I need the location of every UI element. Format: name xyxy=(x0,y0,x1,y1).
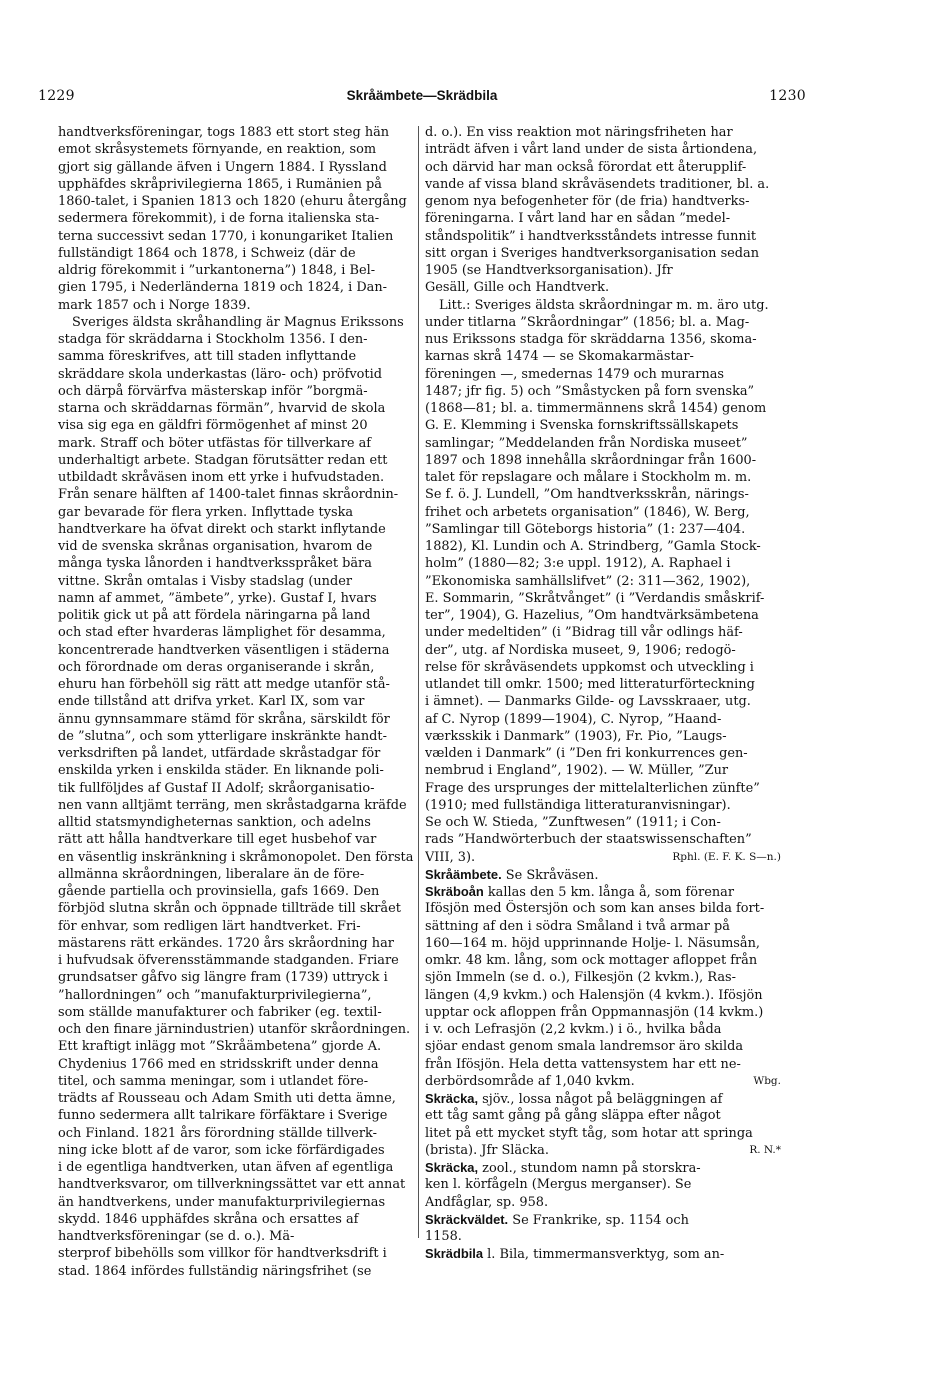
line-text: nembrud i England”, 1902). — W. Müller, ”Zur xyxy=(425,763,729,779)
text-line xyxy=(58,521,414,538)
text-line xyxy=(58,676,414,693)
text-line xyxy=(58,866,414,883)
text-line xyxy=(425,1056,781,1073)
text-line xyxy=(425,400,781,417)
line-text: handtverkare ha öfvat direkt och starkt inflytande xyxy=(58,521,386,537)
text-line xyxy=(425,1159,781,1176)
text-line xyxy=(58,452,414,469)
text-line xyxy=(58,469,414,486)
line-text: trädts af Rousseau och Adam Smith uti detta ämne, xyxy=(58,1091,396,1106)
line-text: Ifösjön med Östersjön och som kan anses bilda fort- xyxy=(425,901,765,917)
page-number-left: 1229 xyxy=(38,88,75,104)
author-signature: R. N.* xyxy=(749,1143,781,1156)
line-text: under medeltiden” (i ”Bidrag till vår odlings häf- xyxy=(425,625,743,641)
line-text: fullständigt 1864 och 1878, i Schweiz (där de xyxy=(58,245,356,261)
text-line xyxy=(58,1142,414,1159)
line-text: stadga för skräddarna i Stockholm 1356. I den- xyxy=(58,332,368,347)
text-line xyxy=(425,486,781,503)
line-text: sjöar endast genom smala landremsor äro skilda xyxy=(425,1039,744,1055)
text-line xyxy=(425,831,781,848)
line-text: i hufvudsak öfverensstämmande stadganden. Friare xyxy=(58,953,399,968)
line-text: under titlarna ”Skråordningar” (1856; bl. a. Mag- xyxy=(425,314,750,330)
line-text: handtverksvaror, om tillverkningssättet var ett annat xyxy=(58,1177,406,1193)
line-text: än handtverkens, under manufakturprivilegiernas xyxy=(58,1194,386,1210)
text-line xyxy=(425,1142,781,1159)
line-text: ende tillstånd att drifva yrket. Karl IX, som var xyxy=(58,694,365,710)
text-line xyxy=(425,1107,781,1124)
line-text: Frage des ursprunges der mittelalterlichen zünfte” xyxy=(425,780,760,796)
text-line xyxy=(425,780,781,797)
line-text: sitt organ i Sveriges handtverksorganisation sedan xyxy=(425,245,760,261)
line-text: karnas skrå 1474 — se Skomakarmästar- xyxy=(425,349,694,365)
text-line xyxy=(425,1038,781,1055)
text-line xyxy=(58,1159,414,1176)
text-line xyxy=(425,1211,781,1228)
line-text: Se Frankrike, sp. 1154 och xyxy=(512,1212,689,1228)
text-line xyxy=(58,245,414,262)
text-line xyxy=(425,348,781,365)
line-text: derbördsområde af 1,040 kvkm. xyxy=(425,1073,635,1089)
line-text: i v. och Lefrasjön (2,2 kvkm.) i ö., hvilka båda xyxy=(425,1022,722,1037)
author-signature: Rphl. (E. F. K. S—n.) xyxy=(672,850,781,863)
line-text: titel, och samma meningar, som i utlandet före- xyxy=(58,1073,369,1089)
line-text: samma föreskrifves, att till staden inflyttande xyxy=(58,349,357,365)
line-text: 1897 och 1898 innehålla skråordningar från 1600- xyxy=(425,452,757,468)
line-text: d. o.). En viss reaktion mot näringsfriheten har xyxy=(425,125,733,140)
line-text: skräddare skola underkastas (läro- och) pröfvotid xyxy=(58,366,382,382)
text-line xyxy=(425,814,781,831)
text-line xyxy=(58,728,414,745)
line-text: 160—164 m. höjd upprinnande Holje- l. Näsumsån, xyxy=(425,935,761,951)
line-text: holm” (1880—82; 3:e uppl. 1912), A. Raphael i xyxy=(425,556,731,572)
text-line xyxy=(58,831,414,848)
text-line xyxy=(58,1021,414,1038)
line-text: (brista). Jfr Släcka. xyxy=(425,1142,549,1158)
text-line xyxy=(425,624,781,641)
text-line xyxy=(58,1245,414,1262)
line-text: ståndspolitik” i handtverksståndets intresse funnit xyxy=(425,228,757,244)
line-text: terna successivt sedan 1770, i konungariket Italien xyxy=(58,228,394,244)
text-line xyxy=(425,228,781,245)
text-line xyxy=(425,797,781,814)
text-line xyxy=(425,435,781,452)
line-text: 1905 (se Handtverksorganisation). Jfr xyxy=(425,263,673,278)
text-line xyxy=(58,659,414,676)
line-text: kallas den 5 km. långa å, som förenar xyxy=(487,885,735,900)
entry-headword: Skråämbete. xyxy=(425,866,502,882)
text-line xyxy=(58,262,414,279)
text-line xyxy=(58,745,414,762)
line-text: och därvid har man också förordat ett återupplif- xyxy=(425,159,747,175)
text-line xyxy=(58,797,414,814)
text-line xyxy=(58,590,414,607)
text-line xyxy=(425,262,781,279)
line-text: handtverksföreningar, togs 1883 ett stort steg hän xyxy=(58,125,390,140)
text-line xyxy=(425,1090,781,1107)
text-line xyxy=(425,676,781,693)
line-text: upphäfdes skråprivilegierna 1865, i Rumänien på xyxy=(58,176,382,192)
line-text: 1882), Kl. Lundin och A. Strindberg, ”Gamla Stock- xyxy=(425,539,761,554)
line-text: utbildadt skråväsen inom ett yrke i hufvudstaden. xyxy=(58,470,385,485)
text-line xyxy=(58,918,414,935)
text-line xyxy=(425,366,781,383)
text-line xyxy=(58,711,414,728)
line-text: rätt att hålla handtverkare till eget husbehof var xyxy=(58,832,377,848)
line-text: längen (4,9 kvkm.) och Halensjön (4 kvkm.). Ifösjön xyxy=(425,987,763,1003)
text-line xyxy=(425,1125,781,1142)
line-text: underhaltigt arbete. Stadgan förutsätter redan ett xyxy=(58,452,388,468)
text-line xyxy=(425,728,781,745)
text-line xyxy=(425,521,781,538)
entry-headword: Skräckväldet. xyxy=(425,1211,509,1227)
text-line xyxy=(425,141,781,158)
line-text: tik fullföljdes af Gustaf II Adolf; skråorganisatio- xyxy=(58,780,375,796)
line-text: mästarens rätt erkändes. 1720 års skråordning har xyxy=(58,935,394,951)
text-line xyxy=(425,969,781,986)
line-text: en väsentlig inskränkning i skråmonopolet. Den första xyxy=(58,849,414,865)
line-text: aldrig förekommit i ”urkantonerna”) 1848, i Bel- xyxy=(58,263,376,278)
line-text: ”Samlingar till Göteborgs historia” (1: 237—404. xyxy=(425,521,746,537)
line-text: allmänna skråordningen, liberalare än de före- xyxy=(58,866,365,882)
text-line xyxy=(425,452,781,469)
line-text: E. Sommarin, ”Skråtvånget” (i ”Verdandis småskrif- xyxy=(425,590,765,606)
line-text: gjort sig gällande äfven i Ungern 1884. I Ryssland xyxy=(58,159,387,175)
text-line xyxy=(425,469,781,486)
text-line xyxy=(58,1194,414,1211)
text-line xyxy=(58,486,414,503)
line-text: mark. Straff och böter utfästas för tillverkare af xyxy=(58,435,372,451)
line-text: de ”slutna”, och som ytterligare inskränkte handt- xyxy=(58,728,387,744)
line-text: utlandet till omkr. 1500; med litteraturförteckning xyxy=(425,677,755,692)
line-text: föreningarna. I vårt land har en sådan ”medel- xyxy=(425,211,731,227)
line-text: vid de svenska skrånas organisation, hvarom de xyxy=(58,539,373,554)
line-text: rads ”Handwörterbuch der staatswissenschaften” xyxy=(425,832,752,848)
text-line xyxy=(425,1004,781,1021)
text-line xyxy=(58,383,414,400)
line-text: och förordnade om deras organiserande i skrån, xyxy=(58,659,375,675)
text-line xyxy=(58,849,414,866)
text-line xyxy=(58,417,414,434)
text-line xyxy=(425,193,781,210)
line-text: visa sig ega en gäldfri förmögenhet af minst 20 xyxy=(58,418,368,434)
text-line xyxy=(58,642,414,659)
line-text: Ett kraftigt inlägg mot ”Skråämbetena” gjorde A. xyxy=(58,1039,382,1055)
text-line xyxy=(58,814,414,831)
text-line xyxy=(425,573,781,590)
line-text: upptar ock afloppen från Oppmannasjön (14 kvkm.) xyxy=(425,1004,764,1020)
line-text: frihet och arbetets organisation” (1846), W. Berg, xyxy=(425,504,750,520)
line-text: Se f. ö. J. Lundell, ”Om handtverksskrån, närings- xyxy=(425,487,749,503)
text-line xyxy=(425,555,781,572)
line-text: samlingar; ”Meddelanden från Nordiska museet” xyxy=(425,435,748,451)
line-text: och den finare järnindustrien) utanför skråordningen. xyxy=(58,1022,411,1037)
line-text: sedermera förekommit), i de forna italienska sta- xyxy=(58,211,380,227)
text-line xyxy=(425,176,781,193)
text-line xyxy=(425,745,781,762)
text-line xyxy=(425,866,781,883)
text-line xyxy=(425,1021,781,1038)
text-line xyxy=(58,176,414,193)
line-text: Andfåglar, sp. 958. xyxy=(425,1194,549,1210)
line-text: 1860-talet, i Spanien 1813 och 1820 (ehuru återgång xyxy=(58,194,407,209)
entry-headword: Skrädbila xyxy=(425,1246,484,1262)
text-line xyxy=(58,1056,414,1073)
text-line xyxy=(58,780,414,797)
text-line xyxy=(58,124,414,141)
line-text: enskilda yrken i enskilda städer. En liknande poli- xyxy=(58,763,384,779)
page-header xyxy=(38,88,806,108)
text-line xyxy=(58,969,414,986)
text-line xyxy=(425,1245,781,1262)
text-line xyxy=(425,918,781,935)
line-text: nus Erikssons stadga för skräddarna 1356, skoma- xyxy=(425,332,757,347)
left-column xyxy=(58,124,414,1280)
text-line xyxy=(425,245,781,262)
text-line xyxy=(58,228,414,245)
text-line xyxy=(425,1194,781,1211)
line-text: sättning af den i södra Småland i två armar på xyxy=(425,918,730,934)
line-text: omkr. 48 km. lång, som ock mottager afloppet från xyxy=(425,953,758,968)
text-line xyxy=(425,331,781,348)
line-text: Se Skråväsen. xyxy=(505,867,599,883)
text-line xyxy=(425,659,781,676)
line-text: emot skråsystemets förnyande, en reaktion, som xyxy=(58,142,377,158)
text-line xyxy=(425,210,781,227)
text-line xyxy=(58,400,414,417)
text-line xyxy=(58,1228,414,1245)
text-line xyxy=(425,711,781,728)
line-text: gående partiella och provinsiella, gafs 1669. Den xyxy=(58,884,380,899)
line-text: sjöv., lossa något på beläggningen af xyxy=(482,1092,723,1107)
line-text: grundsatser gåfvo sig längre fram (1739) uttryck i xyxy=(58,970,388,986)
entry-headword: Skräcka, xyxy=(425,1091,479,1106)
line-text: koncentrerade handtverken väsentligen i städerna xyxy=(58,642,390,658)
line-text: handtverksföreningar (se d. o.). Mä- xyxy=(58,1229,295,1244)
line-text: G. E. Klemming i Svenska fornskriftssällskapets xyxy=(425,418,739,434)
text-line xyxy=(58,1038,414,1055)
line-text: (1910; med fullständiga litteraturanvisningar). xyxy=(425,797,731,813)
line-text: 1487; jfr fig. 5) och ”Småstycken på forn svenska” xyxy=(425,383,755,399)
line-text: ”Ekonomiska samhällslifvet” (2: 311—362, 1902), xyxy=(425,573,751,589)
text-line xyxy=(58,314,414,331)
line-text: af C. Nyrop (1899—1904), C. Nyrop, ”Haand- xyxy=(425,711,722,727)
line-text: nen vann alltjämt terräng, men skråstadgarna kräfde xyxy=(58,797,407,813)
line-text: genom nya befogenheter för (de fria) handtverks- xyxy=(425,194,750,209)
column-divider xyxy=(418,126,419,1238)
line-text: ett tåg samt gång på gång släppa efter något xyxy=(425,1108,721,1124)
text-line xyxy=(58,141,414,158)
line-text: alltid statsmyndigheternas sanktion, och adelns xyxy=(58,815,371,830)
line-text: ter”, 1904), G. Hazelius, ”Om handtvärksämbetena xyxy=(425,608,759,623)
text-line xyxy=(425,849,781,866)
text-line xyxy=(425,1176,781,1193)
text-line xyxy=(58,297,414,314)
line-text: och Finland. 1821 års förordning ställde tillverk- xyxy=(58,1125,377,1141)
text-line xyxy=(425,417,781,434)
line-text: och stad efter hvarderas lämplighet för desamma, xyxy=(58,625,386,641)
text-line xyxy=(58,693,414,710)
text-line xyxy=(425,693,781,710)
line-text: föreningen —, smedernas 1479 och murarnas xyxy=(425,366,725,382)
text-line xyxy=(58,762,414,779)
text-line xyxy=(425,935,781,952)
line-text: ken l. körfågeln (Mergus merganser). Se xyxy=(425,1177,692,1193)
text-line xyxy=(425,538,781,555)
line-text: mark 1857 och i Norge 1839. xyxy=(58,297,251,313)
line-text: Gesäll, Gille och Handtverk. xyxy=(425,280,610,296)
text-line xyxy=(425,1228,781,1245)
line-text: i ämnet). — Danmarks Gilde- og Lavsskraaer, utg. xyxy=(425,694,751,710)
text-line xyxy=(425,504,781,521)
line-text: 1158. xyxy=(425,1229,462,1244)
text-line xyxy=(58,159,414,176)
text-line xyxy=(58,573,414,590)
text-line xyxy=(425,279,781,296)
entry-headword: Skräboån xyxy=(425,884,484,899)
line-text: litet på ett mycket styft tåg, som hotar att springa xyxy=(425,1125,753,1141)
text-line xyxy=(425,642,781,659)
line-text: för enhvar, som redligen lärt handtverket. Fri- xyxy=(58,918,361,934)
line-text: Sveriges äldsta skråhandling är Magnus Erikssons xyxy=(72,314,404,330)
text-line xyxy=(58,883,414,900)
text-line xyxy=(58,624,414,641)
line-text: Från senare hälften af 1400-talet finnas skråordnin- xyxy=(58,487,399,503)
line-text: ännu gynnsammare stämd för skråna, särskildt för xyxy=(58,711,390,727)
text-line xyxy=(58,1176,414,1193)
text-line xyxy=(58,435,414,452)
line-text: vittne. Skrån omtalas i Visby stadslag (under xyxy=(58,573,353,589)
text-line xyxy=(58,1090,414,1107)
line-text: funno sedermera allt talrikare förfäktare i Sverige xyxy=(58,1108,388,1124)
text-line xyxy=(425,297,781,314)
line-text: zool., stundom namn på storskra- xyxy=(482,1161,701,1176)
line-text: vælden i Danmark” (i ”Den fri konkurrences gen- xyxy=(425,746,748,761)
line-text: sterprof bibehölls som villkor för handtverksdrift i xyxy=(58,1246,387,1262)
line-text: talet för repslagare och målare i Stockholm m. m. xyxy=(425,470,752,485)
text-line xyxy=(58,1107,414,1124)
line-text: verksdriften på landet, utfärdade skråstadgar för xyxy=(58,746,381,761)
text-line xyxy=(58,1073,414,1090)
line-text: skydd. 1846 upphäfdes skråna och ersattes af xyxy=(58,1211,359,1227)
line-text: ”hallordningen” och ”manufakturprivilegierna”, xyxy=(58,987,372,1003)
text-line xyxy=(58,348,414,365)
text-line xyxy=(58,987,414,1004)
text-line xyxy=(58,1263,414,1280)
line-text: som ställde manufakturer och fabriker (eg. textil- xyxy=(58,1004,382,1020)
line-text: værksskik i Danmark” (1903), Fr. Pio, ”Laugs- xyxy=(425,728,727,744)
text-line xyxy=(58,504,414,521)
right-column xyxy=(425,124,781,1263)
line-text: starna och skräddarnas förmän”, hvarvid de skola xyxy=(58,401,386,416)
line-text: ning icke blott af de varor, som icke förfärdigades xyxy=(58,1142,385,1158)
line-text: stad. 1864 infördes fullständig näringsfrihet (se xyxy=(58,1263,372,1279)
text-line xyxy=(58,193,414,210)
line-text: relse för skråväsendets uppkomst och utveckling i xyxy=(425,659,754,675)
text-line xyxy=(425,883,781,900)
text-line xyxy=(58,366,414,383)
text-line xyxy=(425,987,781,1004)
text-line xyxy=(58,1004,414,1021)
line-text: Chydenius 1766 med en stridsskrift under denna xyxy=(58,1056,379,1072)
line-text: Se och W. Stieda, ”Zunftwesen” (1911; i Con- xyxy=(425,815,721,830)
entry-headword: Skräcka, xyxy=(425,1160,479,1175)
text-line xyxy=(58,279,414,296)
line-text: ehuru han förbehöll sig rätt att medge utanför stå- xyxy=(58,677,390,692)
line-text: (1868—81; bl. a. timmermännens skrå 1454) genom xyxy=(425,401,767,416)
text-line xyxy=(58,555,414,572)
line-text: gien 1795, i Nederländerna 1819 och 1824, i Dan- xyxy=(58,280,387,296)
author-signature: Wbg. xyxy=(753,1074,781,1087)
text-line xyxy=(58,1211,414,1228)
line-text: förbjöd slutna skrån och öppnade tillträde till skrået xyxy=(58,901,401,917)
text-line xyxy=(58,607,414,624)
line-text: namn af ammet, ”ämbete”, yrke). Gustaf I, hvars xyxy=(58,590,377,606)
text-line xyxy=(58,952,414,969)
line-text: i de egentliga handtverken, utan äfven af egentliga xyxy=(58,1160,394,1175)
line-text: och därpå förvärfva mästerskap inför ”borgmä- xyxy=(58,383,368,399)
line-text: Litt.: Sveriges äldsta skråordningar m. m. äro utg. xyxy=(439,297,769,313)
text-line xyxy=(425,1073,781,1090)
text-line xyxy=(425,952,781,969)
page-number-right: 1230 xyxy=(769,88,806,104)
line-text: VIII, 3). xyxy=(425,849,476,865)
line-text: från Ifösjön. Hela detta vattensystem har ett ne- xyxy=(425,1056,741,1072)
text-line xyxy=(425,607,781,624)
text-line xyxy=(58,538,414,555)
line-text: många tyska lånorden i handtverksspråket bära xyxy=(58,556,372,572)
text-line xyxy=(425,314,781,331)
text-line xyxy=(58,935,414,952)
line-text: der”, utg. af Nordiska museet, 9, 1906; redogö- xyxy=(425,642,736,658)
line-text: sjön Immeln (se d. o.), Filkesjön (2 kvkm.), Ras- xyxy=(425,970,736,986)
text-line xyxy=(425,762,781,779)
text-line xyxy=(58,210,414,227)
line-text: vande af vissa bland skråväsendets traditioner, bl. a. xyxy=(425,176,770,192)
line-text: l. Bila, timmermansverktyg, som an- xyxy=(487,1247,725,1263)
line-text: politik gick ut på att fördela näringarna på land xyxy=(58,608,371,623)
line-text: inträdt äfven i vårt land under de sista årtiondena, xyxy=(425,142,758,158)
running-title: Skråämbete—Skrädbila xyxy=(346,88,498,103)
text-line xyxy=(425,124,781,141)
text-line xyxy=(425,900,781,917)
text-line xyxy=(425,590,781,607)
text-line xyxy=(425,383,781,400)
text-line xyxy=(58,900,414,917)
line-text: gar bevarade för flera yrken. Inflyttade tyska xyxy=(58,504,354,520)
text-line xyxy=(58,331,414,348)
text-line xyxy=(58,1125,414,1142)
text-line xyxy=(425,159,781,176)
